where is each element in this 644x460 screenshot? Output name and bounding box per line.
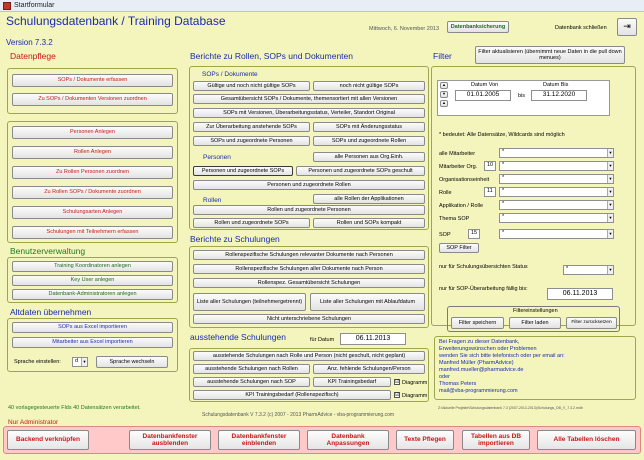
db-anpassungen-button[interactable]: Datenbank Anpassungen <box>307 430 389 450</box>
chevron-down-icon: ▼ <box>608 189 613 194</box>
rolle-select[interactable] <box>499 187 614 197</box>
kpi-rolle-diagramm-label: Diagramm <box>402 393 428 399</box>
kpi-rolle-button[interactable]: KPI Trainingsbedarf (Rollenspezifisch) <box>193 390 391 400</box>
mitarbeiter-excel-button[interactable]: Mitarbeiter aus Excel importieren <box>12 337 173 348</box>
organisationseinheit-label: Organisationseinheit <box>439 177 490 183</box>
sop-erfassen-button[interactable]: SOPs / Dokumente erfassen <box>12 74 173 87</box>
applikation-label: Applikation / Rolle <box>439 203 484 209</box>
kpi-bedarf-button[interactable]: KPI Trainingsbedarf <box>313 377 391 387</box>
exit-door-icon[interactable]: ⇥ <box>617 18 637 36</box>
liste-teilnehmer-button[interactable]: Liste aller Schulungen (teilnehmergetrennt) <box>193 293 306 311</box>
chevron-down-icon: ▼ <box>608 231 613 236</box>
sop-select[interactable] <box>499 229 614 239</box>
thema-value: * <box>502 214 505 220</box>
rolle-person-button[interactable]: ausstehende Schulungen nach Rolle und Person (nicht geschult, nicht geplant) <box>193 351 425 361</box>
liste-ablauf-button[interactable]: Liste aller Schulungen mit Ablaufdatum <box>310 293 425 311</box>
kontakt-line-6: oder <box>439 374 451 380</box>
nicht-unterschrieben-button[interactable]: Nicht unterschriebene Schulungen <box>193 314 425 324</box>
sop-versionen-button[interactable]: Zu SOPs / Dokumenten Versionen zuordnen <box>12 93 173 106</box>
anz-fehlende-button[interactable]: Anz. fehlende Schulungen/Person <box>313 364 425 374</box>
db-path-text: Z:\Aktuelle Projekte\Schulungsdatenbank 7.3 (2007-2013-2013)\Schulungs_DB_V_7.3.2.mdb <box>438 406 583 410</box>
berichte-rollen-heading: Berichte zu Rollen, SOPs und Dokumenten <box>190 51 354 61</box>
prev-down-icon[interactable]: ▼ <box>440 91 448 98</box>
mitarbeiter-label: alle Mitarbeiter <box>439 151 476 157</box>
ausstehende-datum-field[interactable]: 06.11.2013 <box>340 333 406 345</box>
chevron-down-icon: ▼ <box>608 150 613 155</box>
copyright-text: Schulungsdatenbank V 7.3.2 (c) 2007 - 2013 PharmAdvice - vba-programmierung.com <box>202 412 395 418</box>
datum-von-field[interactable]: 01.01.2005 <box>455 90 511 101</box>
organisationseinheit-value: * <box>502 175 505 181</box>
rollen-sops-report-button[interactable]: Rollen und zugeordnete SOPs <box>193 218 310 228</box>
kontakt-line-3: wenden Sie sich bitte telefonisch oder per email an: <box>439 353 565 359</box>
sprache-value: d <box>75 358 79 364</box>
rollen-sops-kompakt-button[interactable]: Rollen und SOPs kompakt <box>313 218 425 228</box>
keyuser-button[interactable]: Key User anlegen <box>12 275 173 286</box>
dbfenster-einblenden-button[interactable]: Datenbankfenster einblenden <box>218 430 300 450</box>
filtereinstellungen-label: Filtereinstellungen <box>513 308 558 314</box>
nach-rollen-button[interactable]: ausstehende Schulungen nach Rollen <box>193 364 310 374</box>
backup-button[interactable]: Datenbanksicherung <box>447 21 509 33</box>
mitarbeiter-org-label: Mitarbeiter Org. <box>439 164 478 170</box>
thema-select[interactable] <box>499 213 614 223</box>
kontakt-email-1[interactable]: manfred.mueller@pharmadvice.de <box>439 367 524 373</box>
gesamtuebersicht-button[interactable]: Gesamtübersicht SOPs / Dokumente, themensortiert mit allen Versionen <box>193 94 425 104</box>
rollen-personen-report-button[interactable]: Rollen und zugeordnete Personen <box>193 205 425 215</box>
kontakt-line-2: Erweiterungswünschen oder Problemen <box>439 346 537 352</box>
datenpflege-heading: Datenpflege <box>10 51 56 61</box>
prev-up-icon[interactable]: ▲ <box>440 82 448 89</box>
ueberarbeitung-button[interactable]: Zur Überarbeitung anstehende SOPs <box>193 122 310 132</box>
rollen-subheading: Rollen <box>203 197 222 204</box>
sop-value: * <box>502 230 505 236</box>
koordinatoren-button[interactable]: Training Koordinatoren anlegen <box>12 261 173 272</box>
sop-filter-button[interactable]: SOP Filter <box>439 243 479 253</box>
tabellen-loeschen-button[interactable]: Alle Tabellen löschen <box>537 430 636 450</box>
rollen-sops-button[interactable]: Zu Rollen SOPs / Dokumente zuordnen <box>12 186 173 199</box>
sops-personen-button[interactable]: SOPs und zugeordnete Personen <box>193 136 310 146</box>
nach-sop-button[interactable]: ausstehende Schulungen nach SOP <box>193 377 310 387</box>
fuer-datum-label: für Datum <box>310 337 335 343</box>
datum-bis-field[interactable]: 31.12.2020 <box>531 90 587 101</box>
schulungsuebersicht-label: nur für Schulungsübersichten Status <box>439 264 528 270</box>
chevron-down-icon: ▼ <box>608 176 613 181</box>
sops-subheading: SOPs / Dokumente <box>202 71 258 78</box>
window-titlebar <box>0 0 644 12</box>
filter-aktualisieren-button[interactable]: Filter aktualisieren (übernimmt neue Daten in die pull down menues) <box>475 46 625 64</box>
nur-admin-label: Nur Administrator <box>8 419 59 426</box>
ausstehende-heading: ausstehende Schulungen <box>190 332 286 342</box>
sprache-label: Sprache einstellen: <box>14 359 61 365</box>
app-version: Version 7.3.2 <box>6 38 53 47</box>
benutzerverwaltung-heading: Benutzerverwaltung <box>10 246 86 256</box>
sprache-wechseln-button[interactable]: Sprache wechseln <box>96 356 168 368</box>
rollenspez-relevant-button[interactable]: Rollenspezifische Schulungen relevanter Dokumente nach Personen <box>193 250 425 260</box>
aenderungsstatus-button[interactable]: SOPs mit Änderungsstatus <box>313 122 425 132</box>
personen-rollen-button[interactable]: Personen und zugeordnete Rollen <box>193 180 425 190</box>
app-title: Schulungsdatenbank / Training Database <box>6 14 226 28</box>
rolle-label: Rolle <box>439 190 452 196</box>
admins-button[interactable]: Datenbank-Administratoren anlegen <box>12 289 173 300</box>
kpi-diagramm-checkbox[interactable]: ☑ <box>395 379 400 385</box>
mitarbeiter-value: * <box>502 149 505 155</box>
noch-nicht-gueltig-button[interactable]: noch nicht gültige SOPs <box>313 81 425 91</box>
applikation-select[interactable] <box>499 200 614 210</box>
sop-label: SOP <box>439 232 451 238</box>
faellig-field[interactable]: 06.11.2013 <box>547 288 613 300</box>
thema-label: Thema SOP <box>439 216 470 222</box>
chevron-down-icon: ▼ <box>608 163 613 168</box>
wildcard-hint: * bedeutet: Alle Datensätze, Wildcards sind möglich <box>439 132 565 138</box>
kpi-rolle-diagramm-checkbox[interactable]: ☑ <box>395 392 400 398</box>
applikation-value: * <box>502 201 505 207</box>
datum-bis-label: Datum Bis <box>543 82 569 88</box>
personen-org-button[interactable]: alle Personen aus Org.Einh. <box>313 152 425 162</box>
status-select[interactable] <box>563 265 614 275</box>
organisationseinheit-select[interactable] <box>499 174 614 184</box>
personen-sops-geschult-button[interactable]: Personen und zugeordnete SOPs geschult <box>296 166 425 176</box>
texte-pflegen-button[interactable]: Texte Pflegen <box>396 430 454 450</box>
personen-anlegen-button[interactable]: Personen Anlegen <box>12 126 173 139</box>
mitarbeiter-org-select[interactable] <box>499 161 614 171</box>
rollenspez-alle-button[interactable]: Rollenspezifische Schulungen aller Dokumente nach Person <box>193 264 425 274</box>
rolle-value: * <box>502 188 505 194</box>
ueberarbeitung-label: nur für SOP-Überarbeitung fällig bis: <box>439 286 528 292</box>
rollenspez-gesamt-button[interactable]: Rollenspez. Gesamtübersicht Schulungen <box>193 278 425 288</box>
dbfenster-ausblenden-button[interactable]: Datenbankfenster ausblenden <box>129 430 211 450</box>
next-up-icon[interactable]: ▲ <box>440 100 448 107</box>
personen-rollen-group <box>7 121 178 243</box>
personen-sops-button[interactable]: Personen und zugeordnete SOPs <box>193 166 293 176</box>
datum-von-label: Datum Von <box>471 82 499 88</box>
chevron-down-icon: ▼ <box>608 267 613 272</box>
kontakt-line-7: Thomas Peters <box>439 381 477 387</box>
filter-zuruecksetzen-button[interactable]: Filter zurücksetzen <box>566 317 617 329</box>
rollen-anlegen-button[interactable]: Rollen Anlegen <box>12 146 173 159</box>
app-icon <box>3 2 11 10</box>
teilnehmer-button[interactable]: Schulungen mit Teilnehmern erfassen <box>12 226 173 239</box>
mitarbeiter-org-value: * <box>502 162 505 168</box>
sprache-select[interactable] <box>72 357 88 367</box>
rollen-personen-button[interactable]: Zu Rollen Personen zuordnen <box>12 166 173 179</box>
mitarbeiter-select[interactable] <box>499 148 614 158</box>
altdaten-heading: Altdaten übernehmen <box>10 307 92 317</box>
filter-speichern-button[interactable]: Filter speichern <box>451 317 504 329</box>
kontakt-email-2[interactable]: mail@vba-programmierung.com <box>439 388 518 394</box>
kontakt-line-1: Bei Fragen zu dieser Datenbank, <box>439 339 520 345</box>
backend-button[interactable]: Backend verknüpfen <box>7 430 89 450</box>
chevron-down-icon: ▼ <box>608 202 613 207</box>
status-value: * <box>566 266 569 272</box>
filter-laden-button[interactable]: Filter laden <box>509 317 561 329</box>
sops-rollen-button[interactable]: SOPs und zugeordnete Rollen <box>313 136 425 146</box>
chevron-down-icon: ▼ <box>608 215 613 220</box>
kontakt-line-4: Manfred Müller (PharmAdvice) <box>439 360 514 366</box>
rolle-code-field[interactable]: 11 <box>484 187 496 197</box>
sops-versionen-button[interactable]: SOPs mit Versionen, Überarbeitungsstatus, Verteiler, Standort Original <box>193 108 425 118</box>
gueltige-sops-button[interactable]: Gültige und noch nicht gültige SOPs <box>193 81 310 91</box>
chevron-down-icon: ▼ <box>82 359 87 364</box>
current-date: Mittwoch, 6. November 2013 <box>369 26 440 32</box>
schulungsarten-button[interactable]: Schulungsarten Anlegen <box>12 206 173 219</box>
tabellen-importieren-button[interactable]: Tabellen aus DB importieren <box>462 430 530 450</box>
rollen-applikationen-button[interactable]: alle Rollen der Applikationen <box>313 194 425 204</box>
sops-excel-button[interactable]: SOPs aus Excel importieren <box>12 322 173 333</box>
personen-subheading: Personen <box>203 154 231 161</box>
filter-heading: Filter <box>433 51 452 61</box>
window-title: Startformular <box>14 2 55 9</box>
sop-code-field[interactable]: 15 <box>468 229 480 239</box>
berichte-schulungen-heading: Berichte zu Schulungen <box>190 234 280 244</box>
close-db-label: Datenbank schließen <box>555 25 607 31</box>
status-text: 40 vorlagegesteuerte Flds 40 Datensätzen verarbeitet. <box>8 405 141 411</box>
mo-code-field[interactable]: 10 <box>484 161 496 171</box>
bis-label: bis <box>518 93 526 99</box>
kpi-diagramm-label: Diagramm <box>402 380 428 386</box>
